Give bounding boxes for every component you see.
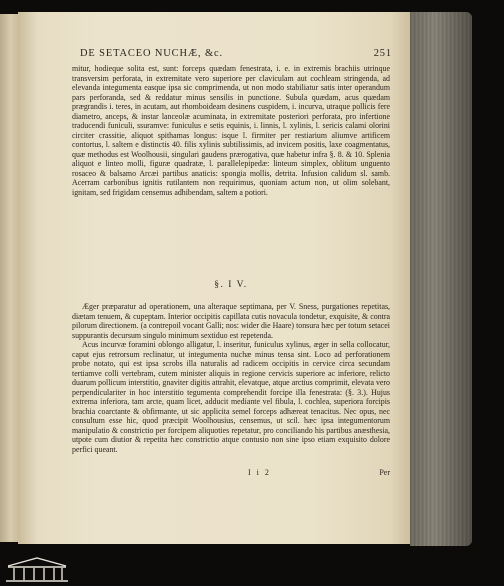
book-page [18, 12, 410, 544]
paragraph-text: mitur, hodieque solita est, sunt: forceps quædam fenestrata, i. e. in extremis brachiis utrinque transversim perforata, in extremitate vero superiore per claviculam aut cochleam stringenda, ad elevanda integumenta easque ipsa sic comprimenda, ut non modo stabiliatur satis inter operandum pars perforanda, sed & reddatur minus sensilis in punctione. Subula quædam, acus quædam prægrandis i. teres, in acutam, aut rhomboideam desinens cuspidem, i. incurva, utraque pollicis fere diametro, anceps, & instar lanceolæ acuminata, in extremitate posteriori perforata, pro infertione traducendi funiculi, ssuramve: funiculus e setis equinis, i. linnis, l. xylinis, l. sericis calami olorini circiter crassitie, aliquot spithamas longus: isque l. firmiter per restiarium aliumve artificem contortus, l. saltem e distinctis 40. filis xylinis subtilissimis, ad invicem positis, laxe coagmentatus, quæ methodus est Woolhousii, singulari gaudens prærogativa, quæ habetur infra §. 8. & 10. Splenia aliquot e linteo molli, figuræ quadratæ, l. parallelepipedæ: linteum simplex, oblitum unguento rosaceo & balsamo Arcæi partibus anaticis: spongia mollis, detrita. Infusion calidum sl. samb. Acerram carbonibus ignitis rutilantem non requirimus, quoniam actum non, ut olim solebant, ignitam, sed frigidam censemus adhibendam, saltem a potiori. [72, 64, 390, 197]
page-number: 251 [373, 48, 392, 59]
left-page-edge [0, 14, 18, 542]
paragraph-preparation [72, 302, 390, 454]
fore-edge-shading [410, 12, 472, 546]
paragraph-text: Acus incurvæ foramini oblongo alligatur, l. inseritur, funiculus xylinus, æger in sella collocatur, caput ejus retrorsum reclinatur, ut integumenta nuchæ minus tensa sint. Loco ad perforationem probe notato, qui est ipsa scrobs illa naturalis ad radicem occipitis in cervice circa secundam tertiamve colli vertebram, cutem minister aliquis in regione cervicis superiore ac inferiore, relicto duarum pollicum interstitio, gnaviter digitis attrahit, elevatque, atque arctius comprimit, elevata vero perpendiculariter in hoc interstitio tegumenta comprehendit forcipe illa fenestrata: (§. 3.). Hujus extrema inferiora, tam arcte, quam licet, adducit mediante vel fibula, l. cochlea, superiora forcipis brachia coarctante & obfirmante, ut sic applicita semel forceps adhæreat tenacitus. Nec opus, nec consultum esse hic, quod præcipit Woolhousius, censemus, ut scil. hæc ipsa integumentorum manipulatio & constrictio per forcipem aliquoties repetatur, pro conciliando his partibus anæsthesia, utpote cum diutior & repetita hæc constrictio atque contusio non sine ipso etiam exquisito dolore perfici queant. [72, 340, 390, 454]
paragraph-instruments [72, 64, 390, 197]
signature-mark: I i 2 [248, 468, 271, 477]
section-heading: §. I V. [214, 280, 248, 290]
catchword: Per [379, 468, 390, 477]
page-footer [72, 468, 390, 478]
paragraph-text: Æger præparatur ad operationem, una alteraque septimana, per V. Sness, purgationes repetitas, diætam tenuem, & cupeptam. Interior occipitis capillata cutis novacula tondetur, exquisite, & contra pilorum directionem. (a contrepoil vocant Galli; nos: wider die Haare) tonsura hæc per totum setacei suppurantis decursum singulo minimum sextiduo est repetenda. [72, 302, 390, 340]
library-building-logo [4, 556, 70, 584]
running-head-title: DE SETACEO NUCHÆ, &c. [80, 48, 224, 59]
running-head [80, 48, 392, 60]
